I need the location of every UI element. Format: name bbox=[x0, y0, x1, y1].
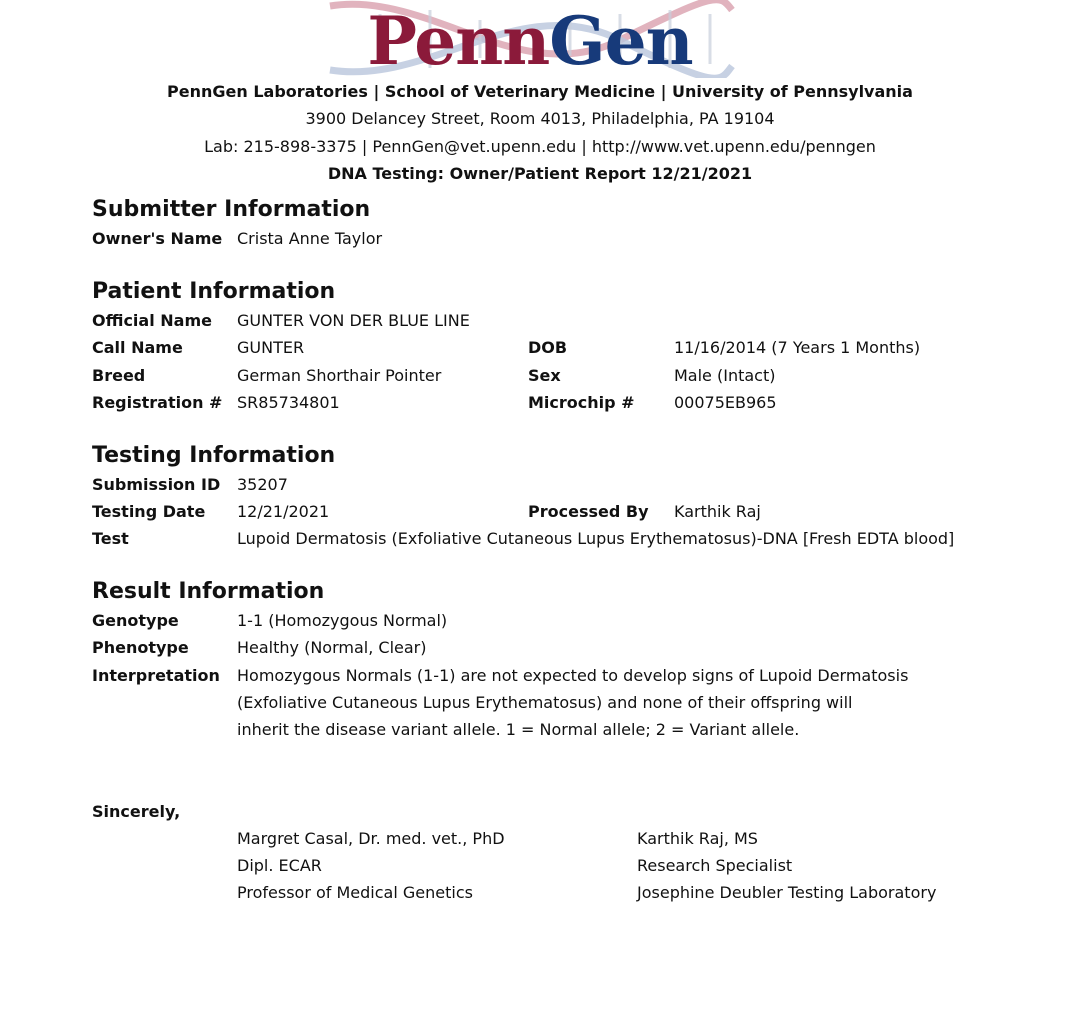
signer1-title: Professor of Medical Genetics bbox=[237, 883, 473, 902]
dna-helix-logo-graphic bbox=[320, 0, 740, 78]
test-label: Test bbox=[92, 529, 129, 548]
result-section-title: Result Information bbox=[92, 579, 325, 604]
submitter-section-title: Submitter Information bbox=[92, 197, 371, 222]
call-name-label: Call Name bbox=[92, 338, 183, 357]
dob-label: DOB bbox=[528, 338, 568, 357]
signer1-credential: Dipl. ECAR bbox=[237, 856, 322, 875]
interpretation-line-2: (Exfoliative Cutaneous Lupus Erythematosus) and none of their offspring will bbox=[237, 693, 853, 712]
interpretation-line-1: Homozygous Normals (1-1) are not expected to develop signs of Lupoid Dermatosis bbox=[237, 666, 909, 685]
logo-text-gen: Gen bbox=[549, 2, 693, 78]
testing-section-title: Testing Information bbox=[92, 443, 336, 468]
svg-text:PennGen bbox=[367, 2, 692, 78]
logo-text-pen: Penn bbox=[367, 2, 550, 78]
sex-label: Sex bbox=[528, 366, 561, 385]
breed-value: German Shorthair Pointer bbox=[237, 366, 442, 385]
genotype-value: 1-1 (Homozygous Normal) bbox=[237, 611, 448, 630]
phenotype-value: Healthy (Normal, Clear) bbox=[237, 638, 427, 657]
official-name-label: Official Name bbox=[92, 311, 212, 330]
address-line: 3900 Delancey Street, Room 4013, Philadelphia, PA 19104 bbox=[305, 109, 775, 128]
phenotype-label: Phenotype bbox=[92, 638, 189, 657]
signer2-lab: Josephine Deubler Testing Laboratory bbox=[637, 883, 937, 902]
registration-label: Registration # bbox=[92, 393, 223, 412]
sincerely-text: Sincerely, bbox=[92, 802, 181, 821]
processed-by-value: Karthik Raj bbox=[674, 502, 761, 521]
signer2-role: Research Specialist bbox=[637, 856, 793, 875]
signer2-name: Karthik Raj, MS bbox=[637, 829, 758, 848]
genotype-label: Genotype bbox=[92, 611, 179, 630]
owner-name-value: Crista Anne Taylor bbox=[237, 229, 383, 248]
microchip-value: 00075EB965 bbox=[674, 393, 777, 412]
report-title: DNA Testing: Owner/Patient Report 12/21/2021 bbox=[327, 164, 753, 183]
owner-name-label: Owner's Name bbox=[92, 229, 223, 248]
testing-date-label: Testing Date bbox=[92, 502, 206, 521]
sex-value: Male (Intact) bbox=[674, 366, 776, 385]
registration-value: SR85734801 bbox=[237, 393, 340, 412]
official-name-value: GUNTER VON DER BLUE LINE bbox=[237, 311, 470, 330]
patient-section-title: Patient Information bbox=[92, 279, 336, 304]
testing-date-value: 12/21/2021 bbox=[237, 502, 330, 521]
interpretation-line-3: inherit the disease variant allele. 1 = Normal allele; 2 = Variant allele. bbox=[237, 720, 800, 739]
org-line: PennGen Laboratories | School of Veterinary Medicine | University of Pennsylvania bbox=[167, 82, 913, 101]
submission-id-value: 35207 bbox=[237, 475, 288, 494]
test-value: Lupoid Dermatosis (Exfoliative Cutaneous Lupus Erythematosus)-DNA [Fresh EDTA blood] bbox=[237, 529, 955, 548]
contact-line: Lab: 215-898-3375 | PennGen@vet.upenn.edu | http://www.vet.upenn.edu/penngen bbox=[204, 137, 876, 156]
call-name-value: GUNTER bbox=[237, 338, 305, 357]
dob-value: 11/16/2014 (7 Years 1 Months) bbox=[674, 338, 921, 357]
processed-by-label: Processed By bbox=[528, 502, 649, 521]
submission-id-label: Submission ID bbox=[92, 475, 221, 494]
interpretation-label: Interpretation bbox=[92, 666, 220, 685]
penngen-logo bbox=[320, 0, 740, 78]
breed-label: Breed bbox=[92, 366, 146, 385]
microchip-label: Microchip # bbox=[528, 393, 635, 412]
signer1-name: Margret Casal, Dr. med. vet., PhD bbox=[237, 829, 505, 848]
